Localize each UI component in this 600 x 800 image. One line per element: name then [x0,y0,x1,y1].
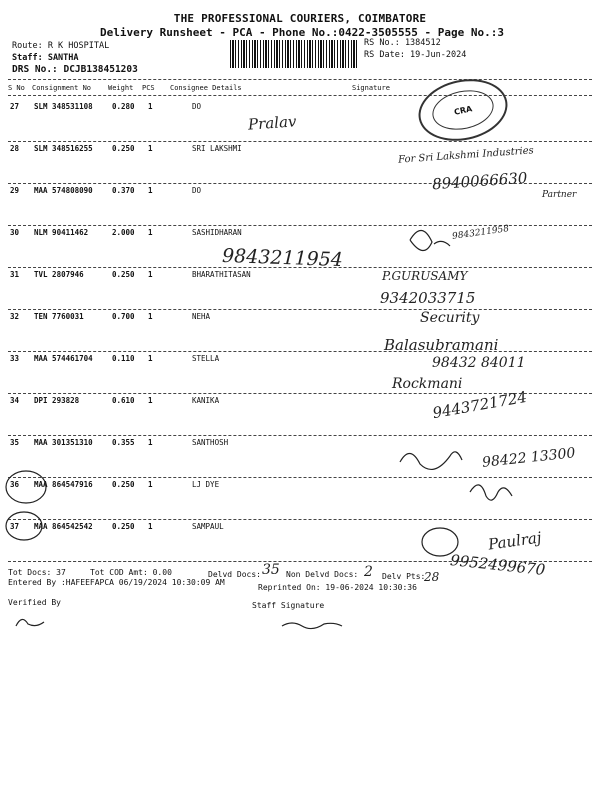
cell-weight: 0.700 [112,312,135,321]
rs-date: RS Date: 19-Jun-2024 [364,50,467,60]
cell-sno: 31 [10,270,20,279]
col-consignment: Consignment No [32,84,92,92]
route: Route: R K HOSPITAL [12,41,110,51]
delvd-docs: Delvd Docs: [208,570,261,579]
signature-29-phone: 8940066630 [431,168,528,194]
cell-consignment: NLM 90411462 [34,228,89,237]
entered-by: Entered By :HAFEEFAPCA 06/19/2024 10:30:09 AM [8,578,225,587]
cell-consignment: SLM 348531108 [34,102,93,111]
cell-sno: 34 [10,396,20,405]
signature-37-phone: 9952499670 [449,551,547,579]
stamp-text: CRA [429,85,498,135]
signature-30-phone-2: 9843211958 [451,224,510,242]
cell-weight: 0.610 [112,396,135,405]
cell-weight: 0.355 [112,438,135,447]
cell-consignment: TVL 2807946 [34,270,84,279]
signature-34-name: Rockmani [392,376,463,392]
cell-weight: 0.250 [112,144,135,153]
signature-35-phone: 98422 13300 [481,445,577,471]
runsheet-subtitle: Delivery Runsheet - PCA - Phone No.:0422-3505555 - Page No.:3 [100,26,504,39]
signature-28: Pralav [247,112,297,134]
col-sno: S No [8,84,25,92]
scribble-35 [400,452,462,470]
verified-by: Verified By [8,598,61,607]
signature-31-phone: 9342033715 [380,289,476,307]
cell-consignee: DO [192,102,202,111]
cell-pcs: 1 [148,522,153,531]
cell-weight: 0.250 [112,480,135,489]
cell-sno: 30 [10,228,20,237]
cell-consignee: SAMPAUL [192,522,224,531]
cell-weight: 0.250 [112,522,135,531]
cell-weight: 0.280 [112,102,135,111]
cell-weight: 0.250 [112,270,135,279]
signature-32: Security [420,310,480,326]
cell-consignee: SRI LAKSHMI [192,144,242,153]
cell-sno: 33 [10,354,20,363]
reprinted-on: Reprinted On: 19-06-2024 10:30:36 [258,583,417,592]
scribble-37-circle [422,528,458,556]
cell-sno: 29 [10,186,20,195]
cell-sno: 27 [10,102,20,111]
cell-sno: 35 [10,438,20,447]
cell-pcs: 1 [148,228,153,237]
cell-pcs: 1 [148,312,153,321]
signature-30-phone: 9843211954 [221,244,344,272]
signature-29-partner: Partner [542,190,577,200]
cell-sno: 37 [10,522,20,531]
cell-pcs: 1 [148,144,153,153]
signature-29-company: For Sri Lakshmi Industries [397,145,535,166]
cell-consignee: NEHA [192,312,211,321]
cell-consignment: MAA 864547916 [34,480,93,489]
cell-consignee: SANTHOSH [192,438,229,447]
company-title: THE PROFESSIONAL COURIERS, COIMBATORE [173,12,427,25]
signature-37-name: Paulraj [487,528,543,554]
non-delvd-docs: Non Delvd Docs: [286,570,359,579]
cell-consignment: DPI 293828 [34,396,80,405]
signature-33-name: Balasubramani [384,336,499,354]
cell-consignment: MAA 574461704 [34,354,93,363]
cell-pcs: 1 [148,186,153,195]
col-weight: Weight [108,84,134,92]
col-consignee: Consignee Details [170,84,242,92]
col-signature: Signature [352,84,390,92]
cell-pcs: 1 [148,438,153,447]
drs-number: DRS No.: DCJB138451203 [12,64,138,75]
cell-pcs: 1 [148,102,153,111]
cell-consignee: KANIKA [192,396,220,405]
delvd-docs-value: 35 [262,562,280,578]
circle-37 [6,512,42,540]
cell-consignee: LJ DYE [192,480,220,489]
cell-consignment: SLM 348516255 [34,144,93,153]
non-delvd-value: 2 [364,564,373,580]
cell-weight: 0.370 [112,186,135,195]
cell-consignee: STELLA [192,354,220,363]
cell-sno: 28 [10,144,20,153]
cell-pcs: 1 [148,354,153,363]
cell-consignee: SASHIDHARAN [192,228,242,237]
cell-consignee: DO [192,186,202,195]
signature-31-name: P.GURUSAMY [382,269,468,283]
delv-pts-value: 28 [424,570,440,584]
signature-34-phone: 9443721724 [431,387,529,423]
cell-consignment: TEN 7760031 [34,312,84,321]
cell-consignment: MAA 864542542 [34,522,93,531]
cell-sno: 32 [10,312,20,321]
col-pcs: PCS [142,84,155,92]
delv-pts: Delv Pts: [382,572,426,581]
cell-consignee: BHARATHITASAN [192,270,251,279]
staff: Staff: SANTHA [12,53,79,63]
cell-pcs: 1 [148,270,153,279]
cell-weight: 2.000 [112,228,135,237]
verified-signature [16,619,44,626]
cell-weight: 0.110 [112,354,135,363]
cell-pcs: 1 [148,396,153,405]
rs-no: RS No.: 1384512 [364,38,441,48]
tot-cod: Tot COD Amt: 0.00 [90,568,172,577]
signature-33-phone: 98432 84011 [432,355,526,371]
cell-sno: 36 [10,480,20,489]
cell-consignment: MAA 574808090 [34,186,93,195]
staff-signature-label: Staff Signature [252,601,325,610]
cell-consignment: MAA 301351310 [34,438,93,447]
scribble-30 [410,230,450,250]
circle-36 [6,471,46,503]
cell-pcs: 1 [148,480,153,489]
scribble-36 [470,485,512,500]
tot-docs: Tot Docs: 37 [8,568,66,577]
staff-signature [282,623,342,629]
